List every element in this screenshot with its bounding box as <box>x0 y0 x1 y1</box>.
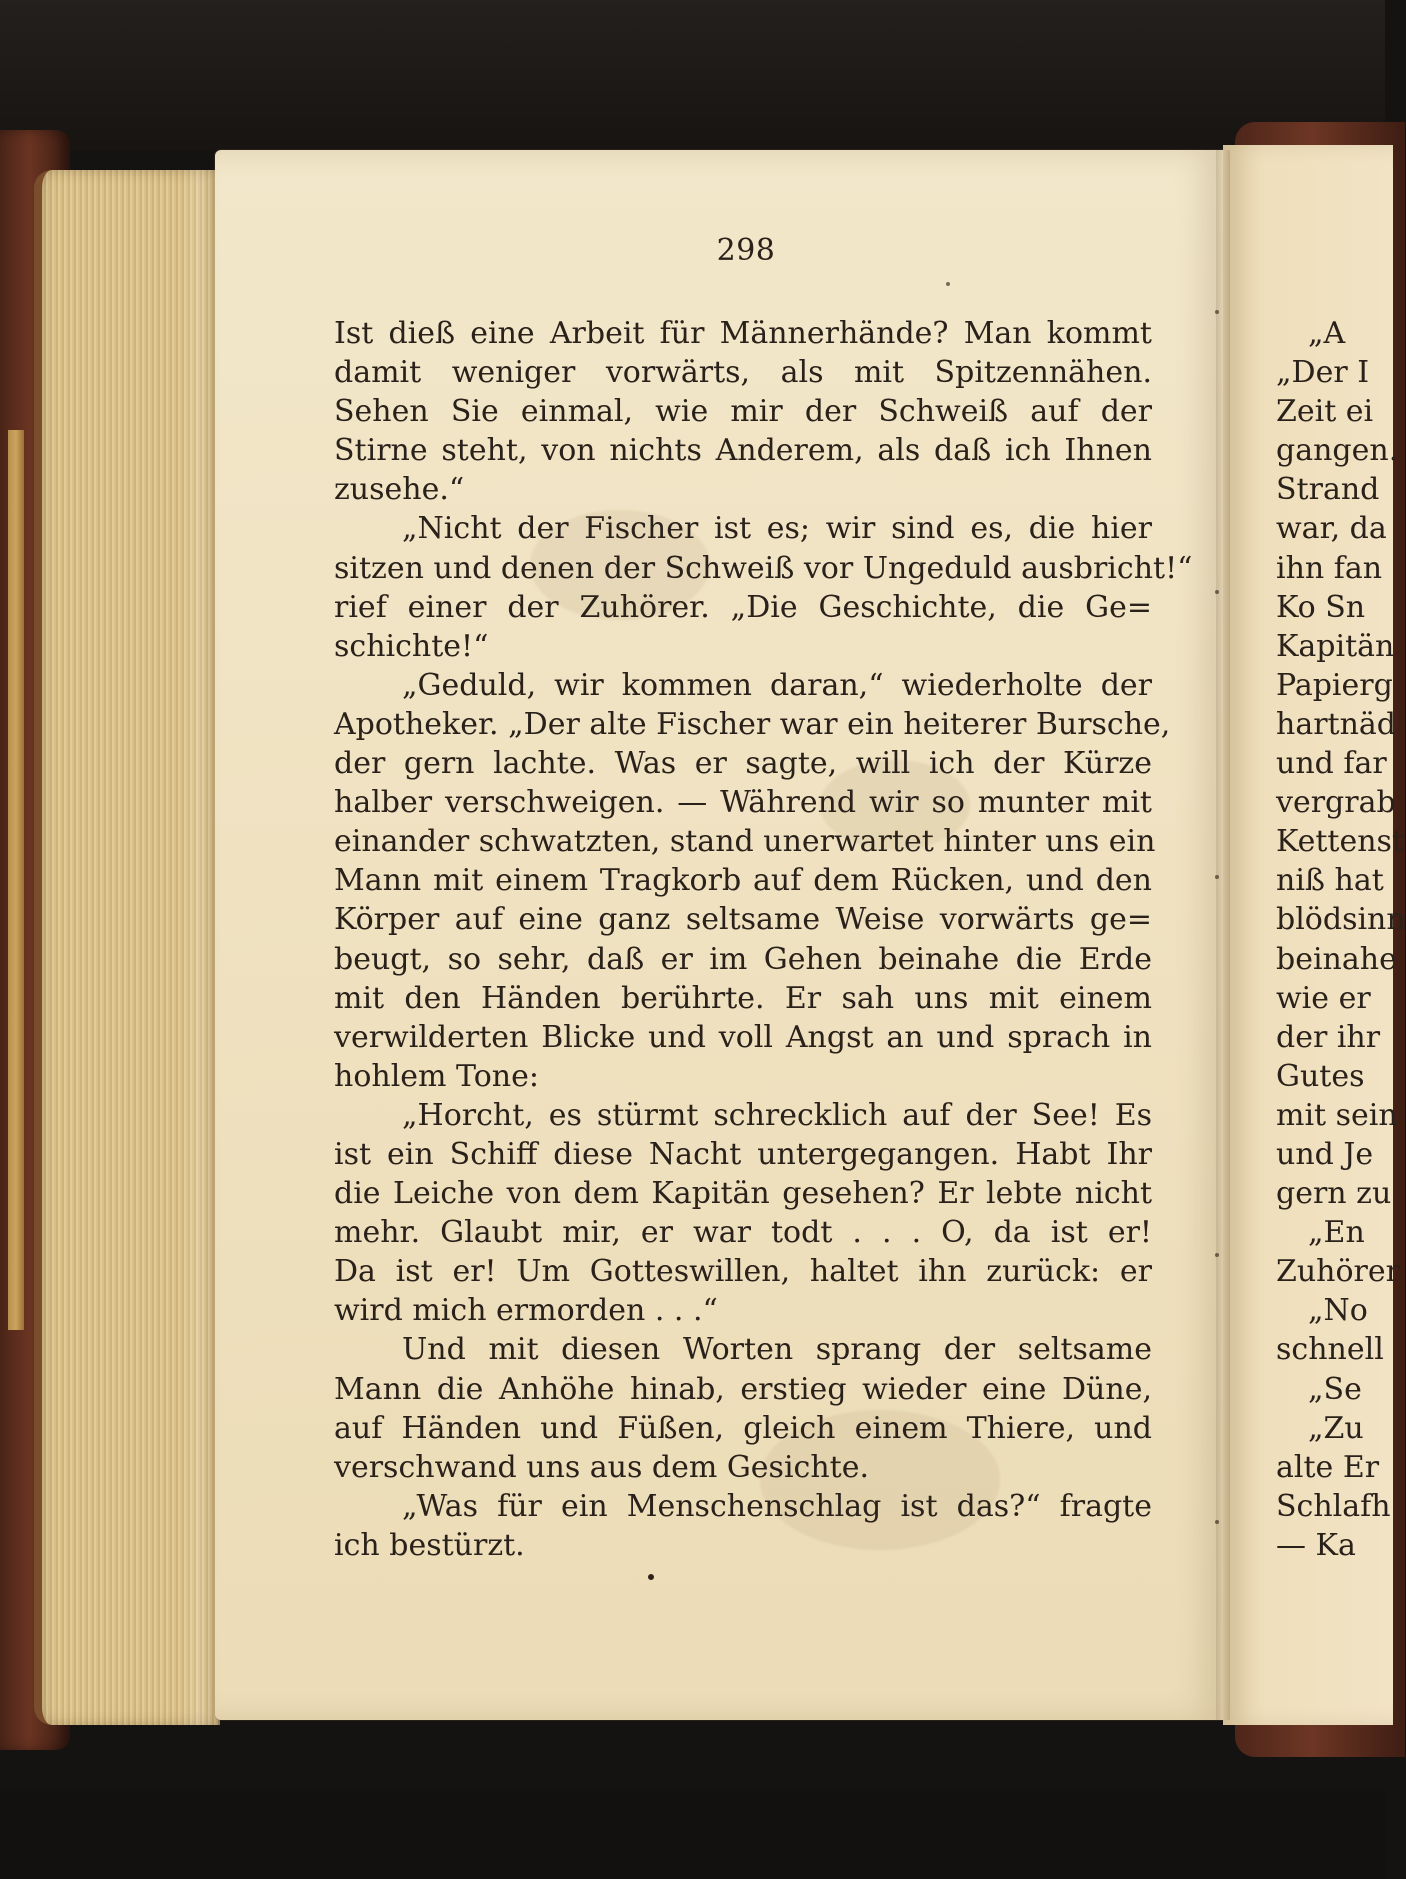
right-text-line: ihn fan <box>1276 550 1383 586</box>
right-text-line: mit sein <box>1276 1097 1398 1133</box>
text-line: auf Händen und Füßen, gleich einem Thiere, und <box>334 1410 1152 1446</box>
right-text-line: Gutes <box>1276 1058 1365 1094</box>
right-page-text-fragments <box>1276 314 1406 1565</box>
paper-speck <box>946 282 950 286</box>
text-line: Apotheker. „Der alte Fischer war ein heiterer Bursche, <box>334 706 1171 742</box>
text-line: ich bestürzt. <box>334 1527 525 1563</box>
text-line: sitzen und denen der Schweiß vor Ungeduld ausbricht!“ <box>334 550 1193 586</box>
right-text-line: „Se <box>1308 1371 1362 1407</box>
text-line: verwilderten Blicke und voll Angst an und sprach in <box>334 1019 1152 1055</box>
text-line: schichte!“ <box>334 628 489 664</box>
text-line: rief einer der Zuhörer. „Die Geschichte, die Ge= <box>334 589 1152 625</box>
text-line: einander schwatzten, stand unerwartet hinter uns ein <box>334 824 1156 860</box>
text-line: Mann mit einem Tragkorb auf dem Rücken, und den <box>334 863 1152 899</box>
text-line: Körper auf eine ganz seltsame Weise vorwärts ge= <box>334 902 1152 938</box>
paper-dot <box>648 1574 654 1580</box>
right-text-line: Zeit ei <box>1276 394 1374 430</box>
right-text-line: Kettenst <box>1276 824 1404 860</box>
text-line: verschwand uns aus dem Gesichte. <box>334 1449 870 1485</box>
bottom-background <box>0 1789 1385 1879</box>
gutter-speck <box>1215 310 1219 314</box>
text-line: Mann die Anhöhe hinab, erstieg wieder eine Düne, <box>334 1371 1152 1407</box>
text-line: wird mich ermorden . . .“ <box>334 1293 718 1329</box>
right-text-line: hartnäd <box>1276 706 1397 742</box>
page-stack-left <box>34 170 220 1725</box>
text-line: Stirne steht, von nichts Anderem, als daß ich Ihnen <box>334 433 1152 469</box>
right-text-line: gangen. <box>1276 433 1399 469</box>
right-text-line: Kapitän <box>1276 628 1395 664</box>
right-text-line: Papierg <box>1276 667 1393 703</box>
text-line: Und mit diesen Worten sprang der seltsame <box>402 1332 1152 1368</box>
right-text-line: und far <box>1276 746 1387 782</box>
right-text-line: wie er <box>1276 980 1371 1016</box>
right-text-line: Strand <box>1276 472 1380 508</box>
text-line: zusehe.“ <box>334 472 465 508</box>
right-text-line: der ihr <box>1276 1019 1381 1055</box>
text-line: ist ein Schiff diese Nacht untergegangen. Habt Ihr <box>334 1136 1152 1172</box>
text-line: der gern lachte. Was er sagte, will ich der Kürze <box>334 746 1152 782</box>
text-line: beugt, so sehr, daß er im Gehen beinahe die Erde <box>334 941 1152 977</box>
book-gutter <box>1216 150 1230 1720</box>
text-line: hohlem Tone: <box>334 1058 539 1094</box>
text-line: „Nicht der Fischer ist es; wir sind es, die hier <box>402 511 1152 547</box>
right-text-line: blödsinn <box>1276 902 1406 938</box>
text-line: „Horcht, es stürmt schrecklich auf der See! Es <box>402 1097 1152 1133</box>
text-line: Ist dieß eine Arbeit für Männerhände? Man kommt <box>334 316 1152 351</box>
text-line: „Geduld, wir kommen daran,“ wiederholte der <box>402 667 1152 703</box>
text-line: halber verschweigen. — Während wir so munter mit <box>334 785 1152 821</box>
right-text-line: gern zu <box>1276 1176 1392 1212</box>
right-text-line: schnell <box>1276 1332 1384 1368</box>
top-background <box>0 0 1385 150</box>
right-text-line: „En <box>1308 1215 1365 1251</box>
text-line: damit weniger vorwärts, als mit Spitzennähen. <box>334 355 1152 391</box>
right-text-line: „Zu <box>1308 1410 1364 1446</box>
gutter-speck <box>1215 875 1219 879</box>
text-line: „Was für ein Menschenschlag ist das?“ fragte <box>402 1488 1152 1524</box>
right-text-line: „Der I <box>1276 355 1370 391</box>
right-text-line: vergrab <box>1276 785 1396 821</box>
right-text-line: und Je <box>1276 1136 1374 1172</box>
gutter-speck <box>1215 590 1219 594</box>
text-line: mehr. Glaubt mir, er war todt . . . O, da ist er! <box>334 1215 1152 1251</box>
right-text-line: alte Er <box>1276 1449 1380 1485</box>
gutter-speck <box>1215 1253 1219 1257</box>
right-text-line: Schlafh <box>1276 1488 1391 1524</box>
text-line: Sehen Sie einmal, wie mir der Schweiß auf der <box>334 394 1152 430</box>
text-line: mit den Händen berührte. Er sah uns mit einem <box>334 980 1152 1016</box>
left-cover-ornament <box>8 430 24 1330</box>
gutter-speck <box>1215 1520 1219 1524</box>
page-number: 298 <box>716 233 776 268</box>
right-text-line: „A <box>1308 316 1346 351</box>
right-text-line: Zuhörer <box>1276 1254 1400 1290</box>
right-text-line: beinahe <box>1276 941 1397 977</box>
right-text-line: „No <box>1308 1293 1368 1329</box>
main-text-block <box>334 314 1193 1565</box>
right-text-line: — Ka <box>1276 1527 1356 1563</box>
text-line: die Leiche von dem Kapitän gesehen? Er lebte nicht <box>334 1176 1152 1212</box>
right-text-line: war, da <box>1276 511 1387 547</box>
right-text-line: Ko Sn <box>1276 589 1366 625</box>
right-text-line: niß hat <box>1276 863 1384 899</box>
text-line: Da ist er! Um Gotteswillen, haltet ihn zurück: er <box>334 1254 1152 1290</box>
